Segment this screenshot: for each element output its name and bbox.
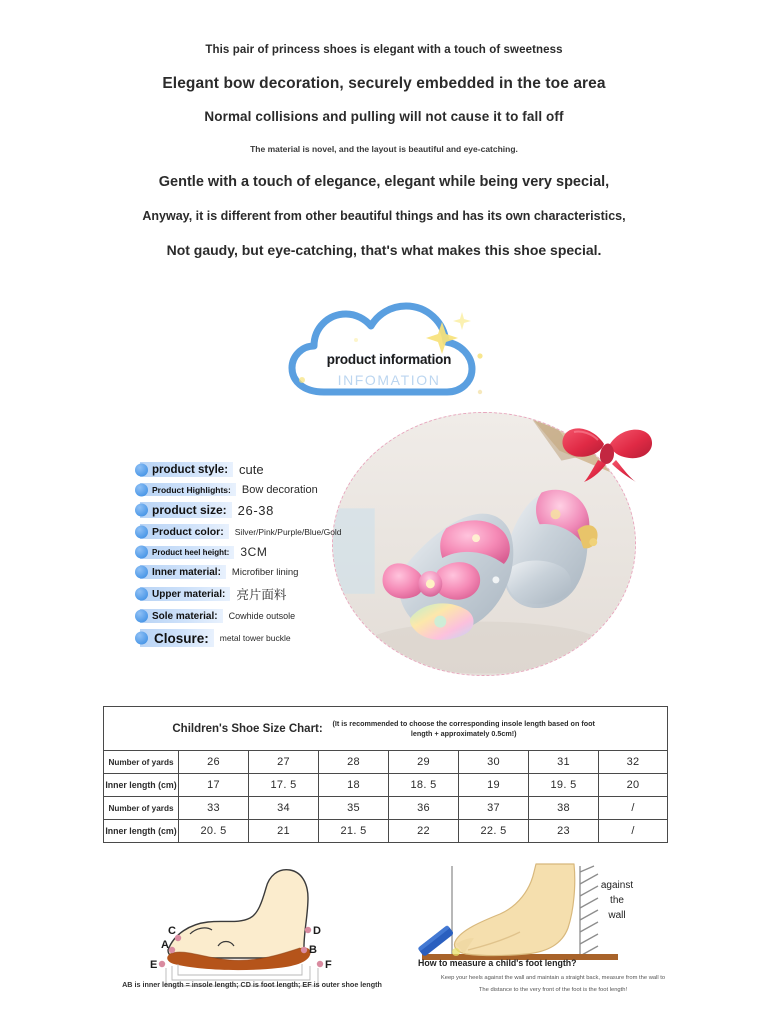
label-c: C: [168, 925, 176, 937]
intro-line-2: Elegant bow decoration, securely embedded in the toe area: [162, 74, 606, 92]
spec-row-product-highlights: [140, 483, 350, 496]
spec-value: cute: [239, 462, 264, 477]
size-chart-header-cell: [104, 707, 668, 751]
how-note-line-2: The distance to the very front of the foot is the foot length!: [478, 987, 628, 994]
table-cell: 18. 5: [389, 774, 459, 797]
table-cell: 20. 5: [179, 820, 249, 843]
spec-row-heel-height: [140, 545, 350, 559]
size-chart-title: Children's Shoe Size Chart:: [172, 722, 323, 735]
table-cell: /: [599, 797, 668, 820]
table-cell: 35: [319, 797, 389, 820]
table-cell: 22. 5: [459, 820, 529, 843]
product-spec-list: [140, 462, 350, 653]
table-cell: 19: [459, 774, 529, 797]
intro-text-block: [0, 44, 768, 259]
spec-value: Bow decoration: [241, 483, 318, 496]
table-cell: 33: [179, 797, 249, 820]
table-cell: 21. 5: [319, 820, 389, 843]
table-cell: 27: [249, 751, 319, 774]
spec-label: Product Highlights:: [140, 483, 236, 496]
ruler-icon: [417, 925, 454, 957]
intro-line-1: This pair of princess shoes is elegant with a touch of sweetness: [205, 44, 563, 56]
table-cell: 29: [389, 751, 459, 774]
intro-line-3: Normal collisions and pulling will not cause it to fall off: [204, 109, 564, 125]
spec-row-product-color: [140, 524, 350, 539]
wall-label-line-2: the: [610, 895, 624, 906]
table-cell: 21: [249, 820, 319, 843]
table-cell: 37: [459, 797, 529, 820]
table-cell: 18: [319, 774, 389, 797]
spec-label: Product heel height:: [140, 546, 234, 559]
table-row: [104, 751, 668, 774]
dot-decor-icon: [354, 338, 358, 342]
intro-line-6: Anyway, it is different from other beautiful things and has its own characteristics,: [142, 209, 626, 224]
spec-row-inner-material: [140, 565, 350, 579]
table-cell: 31: [529, 751, 599, 774]
intro-line-7: Not gaudy, but eye-catching, that's what makes this shoe special.: [166, 242, 602, 259]
size-chart-note: (It is recommended to choose the corresponding insole length based on foot length + approximately 0.5cm!): [332, 718, 595, 738]
banner-subtitle: INFOMATION: [337, 372, 441, 388]
table-row: [104, 820, 668, 843]
spec-label: product size:: [140, 502, 232, 518]
size-chart-table: [103, 706, 668, 843]
point-d-marker: [305, 927, 311, 933]
spec-label: Closure:: [140, 629, 214, 647]
table-cell: 23: [529, 820, 599, 843]
bow-decoration-icon: [558, 418, 656, 484]
spec-value: 亮片面料: [236, 588, 287, 602]
label-e: E: [150, 959, 158, 971]
wall-label-line-3: wall: [608, 910, 626, 921]
label-f: F: [325, 959, 332, 971]
table-cell: 38: [529, 797, 599, 820]
row-label: Inner length (cm): [104, 820, 179, 843]
label-b: B: [309, 944, 317, 956]
spec-row-product-size: [140, 502, 350, 518]
spec-label: Product color:: [140, 524, 229, 539]
insole-measurement-diagram: [112, 862, 392, 1012]
point-e-marker: [159, 961, 165, 967]
table-cell: 20: [599, 774, 668, 797]
banner-title: product information: [326, 352, 452, 367]
table-cell: 26: [179, 751, 249, 774]
table-cell: 17. 5: [249, 774, 319, 797]
row-label: Number of yards: [104, 751, 179, 774]
spec-label: Sole material:: [140, 609, 223, 623]
product-information-banner: [284, 296, 494, 404]
table-cell: 36: [389, 797, 459, 820]
spec-value: 3CM: [240, 545, 268, 559]
table-cell: 17: [179, 774, 249, 797]
table-cell: 19. 5: [529, 774, 599, 797]
wall-label-line-1: against: [600, 880, 634, 891]
label-d: D: [313, 925, 321, 937]
table-cell: 30: [459, 751, 529, 774]
row-label: Inner length (cm): [104, 774, 179, 797]
spec-value: Silver/Pink/Purple/Blue/Gold: [234, 526, 342, 537]
dot-decor-icon: [478, 390, 482, 394]
spec-label: product style:: [140, 462, 233, 477]
intro-line-4: The material is novel, and the layout is beautiful and eye-catching.: [250, 143, 518, 154]
table-cell: 28: [319, 751, 389, 774]
spec-label: Inner material:: [140, 565, 226, 579]
table-cell: /: [599, 820, 668, 843]
point-a-marker: [169, 947, 175, 953]
how-to-measure-note: [418, 972, 688, 996]
label-a: A: [161, 939, 169, 951]
spec-row-product-style: [140, 462, 350, 477]
how-to-measure-title: How to measure a child's foot length?: [418, 958, 577, 968]
spec-value: Cowhide outsole: [228, 611, 296, 621]
table-cell: 22: [389, 820, 459, 843]
table-header-row: [104, 707, 668, 751]
intro-line-5: Gentle with a touch of elegance, elegant while being very special,: [158, 173, 610, 190]
row-label: Number of yards: [104, 797, 179, 820]
spec-label: Upper material:: [140, 587, 230, 601]
spec-row-upper-material: [140, 585, 350, 603]
how-note-line-1: Keep your heels against the wall and maintain a straight back, measure from the wall to: [440, 975, 666, 981]
point-b-marker: [301, 947, 307, 953]
spec-value: 26-38: [237, 502, 274, 518]
table-row: [104, 797, 668, 820]
spec-value: metal tower buckle: [219, 633, 291, 643]
against-the-wall-label: [588, 878, 646, 923]
point-f-marker: [317, 961, 323, 967]
insole-diagram-caption: AB is inner length = insole length; CD is foot length; EF is outer shoe length: [122, 980, 382, 989]
spec-row-sole-material: [140, 609, 350, 623]
table-cell: 34: [249, 797, 319, 820]
table-cell: 32: [599, 751, 668, 774]
spec-value: Microfiber lining: [231, 566, 299, 578]
spec-row-closure: [140, 629, 350, 647]
table-row: [104, 774, 668, 797]
